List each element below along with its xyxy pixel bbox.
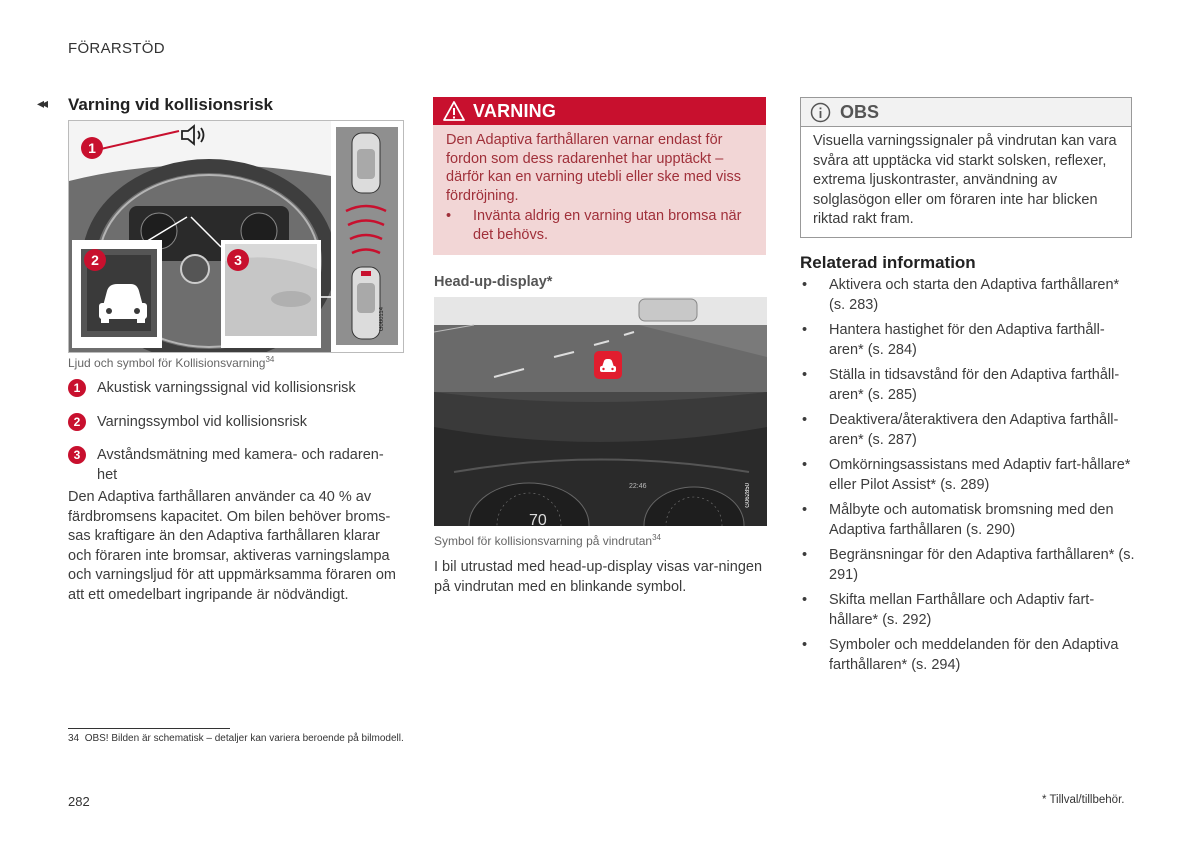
list-item[interactable]: • Begränsningar för den Adaptiva farthållaren* (s. 291) bbox=[802, 547, 1135, 583]
figure-code: G062850 bbox=[745, 483, 751, 508]
info-icon bbox=[810, 102, 831, 128]
clock-readout: 22:46 bbox=[629, 483, 647, 490]
related-info-list bbox=[800, 275, 1135, 680]
callout-item bbox=[68, 445, 398, 485]
figure-caption-2: Symbol för kollisionsvarning på vindrutan$^{34}$ bbox=[434, 533, 662, 548]
related-info-title: Relaterad information bbox=[800, 253, 976, 272]
figure-caption-1: Ljud och symbol för Kollisionsvarning$^{34}$ bbox=[68, 355, 275, 370]
hud-scene bbox=[434, 297, 767, 526]
note-title: OBS bbox=[840, 102, 880, 122]
badge-1: 1 bbox=[81, 137, 103, 159]
warning-text: Den Adaptiva farthållaren varnar endast för fordon som dess radarenhet har upptäckt – därför kan en varning utebli eller ske med viss fördröjning. bbox=[446, 132, 741, 204]
list-item[interactable]: • Hantera hastighet för den Adaptiva farthåll-aren* (s. 284) bbox=[802, 322, 1105, 358]
speed-readout: 70 bbox=[529, 512, 547, 526]
head-up-display-illustration bbox=[434, 297, 767, 526]
callout-number: 2 bbox=[68, 413, 86, 431]
warning-title: VARNING bbox=[473, 101, 557, 121]
list-item[interactable]: • Aktivera och starta den Adaptiva farthållaren* (s. 283) bbox=[802, 277, 1120, 313]
list-item[interactable]: • Deaktivera/återaktivera den Adaptiva farthåll-aren* (s. 287) bbox=[802, 412, 1119, 448]
body-paragraph: I bil utrustad med head-up-display visas var-ningen på vindrutan med en blinkande symbol. bbox=[434, 559, 763, 595]
collision-warning-hud-icon bbox=[593, 350, 623, 385]
footnote: 34 OBS! Bilden är schematisk – detaljer kan variera beroende på bilmodell. bbox=[68, 733, 404, 744]
callout-number: 1 bbox=[68, 379, 86, 397]
badge-3: 3 bbox=[227, 249, 249, 271]
warning-triangle-icon bbox=[443, 101, 465, 126]
note-text: Visuella varningssignaler på vindrutan kan vara svåra att upptäcka vid starkt solsken, reflexer, extrema ljuskontraster, användning av solglasögon eller om föraren inte har blicken riktad rakt fram. bbox=[813, 133, 1117, 227]
list-item[interactable]: • Målbyte och automatisk bromsning med den Adaptiva farthållaren (s. 290) bbox=[802, 502, 1114, 538]
callout-text: Akustisk varningssignal vid kollisionsrisk bbox=[97, 380, 356, 396]
badge-2: 2 bbox=[84, 249, 106, 271]
note-box bbox=[800, 97, 1132, 238]
note-header bbox=[801, 98, 1131, 127]
callout-number: 3 bbox=[68, 446, 86, 464]
callout-text: Varningssymbol vid kollisionsrisk bbox=[97, 414, 308, 430]
figure-code: G060114 bbox=[379, 307, 385, 332]
warning-box: VARNING Den Adaptiva farthållaren varnar endast för fordon som dess radarenhet har upptäckt – därför kan en varning utebli eller ske med viss fördröjning. • Invänta aldrig en varning utan bromsa när det behövs. bbox=[433, 97, 766, 255]
section-header: FÖRARSTÖD bbox=[68, 40, 165, 57]
list-item[interactable]: • Omkörningsassistans med Adaptiv fart-hållare* eller Pilot Assist* (s. 289) bbox=[802, 457, 1131, 493]
callout-text: Avståndsmätning med kamera- och radaren-het bbox=[97, 447, 384, 483]
body-paragraph: Den Adaptiva farthållaren använder ca 40 % av färdbromsens kapacitet. Om bilen behöver broms-sas kraftigare än den Adaptiva farthållaren klarar och föraren inte bromsar, aktiveras varningslampa och varningsljud för att uppmärksamma föraren om att ett omedelbart ingripande är nödvändigt. bbox=[68, 489, 397, 603]
speaker-icon bbox=[179, 123, 209, 152]
warning-header bbox=[433, 97, 766, 125]
collision-warning-illustration bbox=[68, 120, 404, 353]
footnote-divider bbox=[68, 728, 230, 729]
list-item[interactable]: • Skifta mellan Farthållare och Adaptiv fart-hållare* (s. 292) bbox=[802, 592, 1095, 628]
list-item[interactable]: • Ställa in tidsavstånd för den Adaptiva farthåll-aren* (s. 285) bbox=[802, 367, 1120, 403]
callout-item bbox=[68, 412, 398, 434]
list-item[interactable]: • Symboler och meddelanden för den Adaptiva farthållaren* (s. 294) bbox=[802, 637, 1119, 673]
section-title: Varning vid kollisionsrisk bbox=[68, 95, 274, 114]
page-number: 282 bbox=[68, 794, 90, 809]
callout-item bbox=[68, 378, 398, 400]
dashboard-illustration bbox=[69, 121, 403, 352]
subsection-title: Head-up-display* bbox=[434, 274, 553, 290]
optional-note: * Tillval/tillbehör. bbox=[1042, 794, 1125, 806]
back-nav-icon[interactable]: ◂◂ bbox=[37, 95, 46, 111]
